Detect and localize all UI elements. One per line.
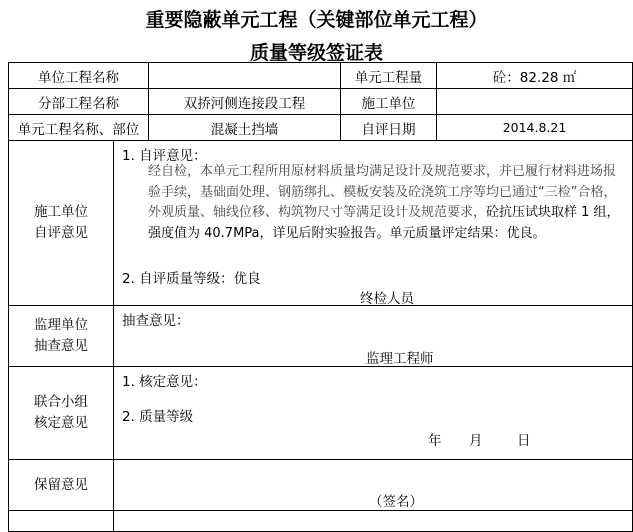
unit-element-name-label: 单元工程名称、部位: [9, 115, 149, 141]
joint-team-label-line1: 联合小组: [34, 394, 88, 410]
division-project-name-value: 双挢河侧连接段工程: [149, 89, 341, 115]
reserved-opinion-label: 保留意见: [9, 460, 114, 511]
contractor-item2-grade: 2. 自评质量等级：优良: [122, 271, 261, 287]
cutoff-label-cell: [9, 511, 114, 532]
self-assessment-date-value: 2014.8.21: [437, 115, 633, 141]
form-subtitle: 质量等级签证表: [249, 42, 383, 64]
row-supervisor-opinion: [9, 306, 633, 367]
row-cutoff: [9, 511, 633, 532]
reserved-opinion-cell: [114, 460, 633, 511]
supervising-engineer-signer: 监理工程师: [366, 351, 434, 367]
unit-quantity-value: 砼：82.28 ㎡: [437, 63, 633, 89]
unit-quantity-label: 单元工程量: [341, 63, 437, 89]
construction-unit-label: 施工单位: [341, 89, 437, 115]
supervisor-opinion-label: [9, 306, 114, 367]
construction-unit-value: [437, 89, 633, 115]
date-day-label: 日: [517, 433, 531, 449]
supervisor-opinion-cell: [114, 306, 633, 367]
division-project-name-label: 分部工程名称: [9, 89, 149, 115]
row-contractor-opinion: [9, 141, 633, 306]
supervisor-label-line2: 抽查意见: [34, 338, 88, 354]
supervisor-label-line1: 监理单位: [34, 317, 88, 333]
form-title: 重要隐蔽单元工程（关键部位单元工程）: [145, 9, 488, 31]
contractor-label-line2: 自评意见: [34, 225, 88, 241]
contractor-item1-heading: 1. 自评意见：: [122, 148, 207, 164]
contractor-opinion-cell: [114, 141, 633, 306]
final-inspector-signer: 终检人员: [360, 291, 414, 307]
date-month-label: 月: [469, 433, 483, 449]
contractor-label-line1: 施工单位: [34, 204, 88, 220]
row-reserved-opinion: [9, 460, 633, 511]
contractor-opinion-label: [9, 141, 114, 306]
self-assessment-date-label: 自评日期: [341, 115, 437, 141]
joint-team-opinion-cell: [114, 367, 633, 460]
joint-team-item1: 1. 核定意见：: [122, 374, 207, 390]
contractor-item1-text-part1: 经自检，本单元工程所用原材料质量均满足设计及规范要求，并已履行材料进场报验手续，基础面处理、钢筋绑扎、模板安装及砼浇筑工序等均已通过“三检”合格，外观质量、轴线位移、构筑物尺寸等满足设计及规范要求，: [148, 164, 617, 220]
joint-team-opinion-label: [9, 367, 114, 460]
row-joint-team-opinion: [9, 367, 633, 460]
unit-project-name-value: [149, 63, 341, 89]
supervisor-opinion-heading: 抽查意见：: [122, 313, 190, 329]
joint-team-label-line2: 核定意见: [34, 415, 88, 431]
quality-form-table: [8, 62, 633, 532]
date-year-label: 年: [428, 433, 442, 449]
row-unit-element: [9, 115, 633, 141]
row-unit-project: [9, 63, 633, 89]
cutoff-content-cell: [114, 511, 633, 532]
contractor-item1-text: [148, 162, 626, 244]
unit-project-name-label: 单位工程名称: [9, 63, 149, 89]
contractor-item1-text-part2: 砼抗压试块取样 1 组，强度值为 40.7MPa，详见后附实验报告。单元质量评定结果：优良。: [148, 205, 620, 241]
signature-placeholder: （签名）: [369, 494, 423, 510]
joint-team-item2: 2. 质量等级: [122, 409, 194, 425]
unit-element-name-value: 混凝土挡墙: [149, 115, 341, 141]
row-division-project: [9, 89, 633, 115]
